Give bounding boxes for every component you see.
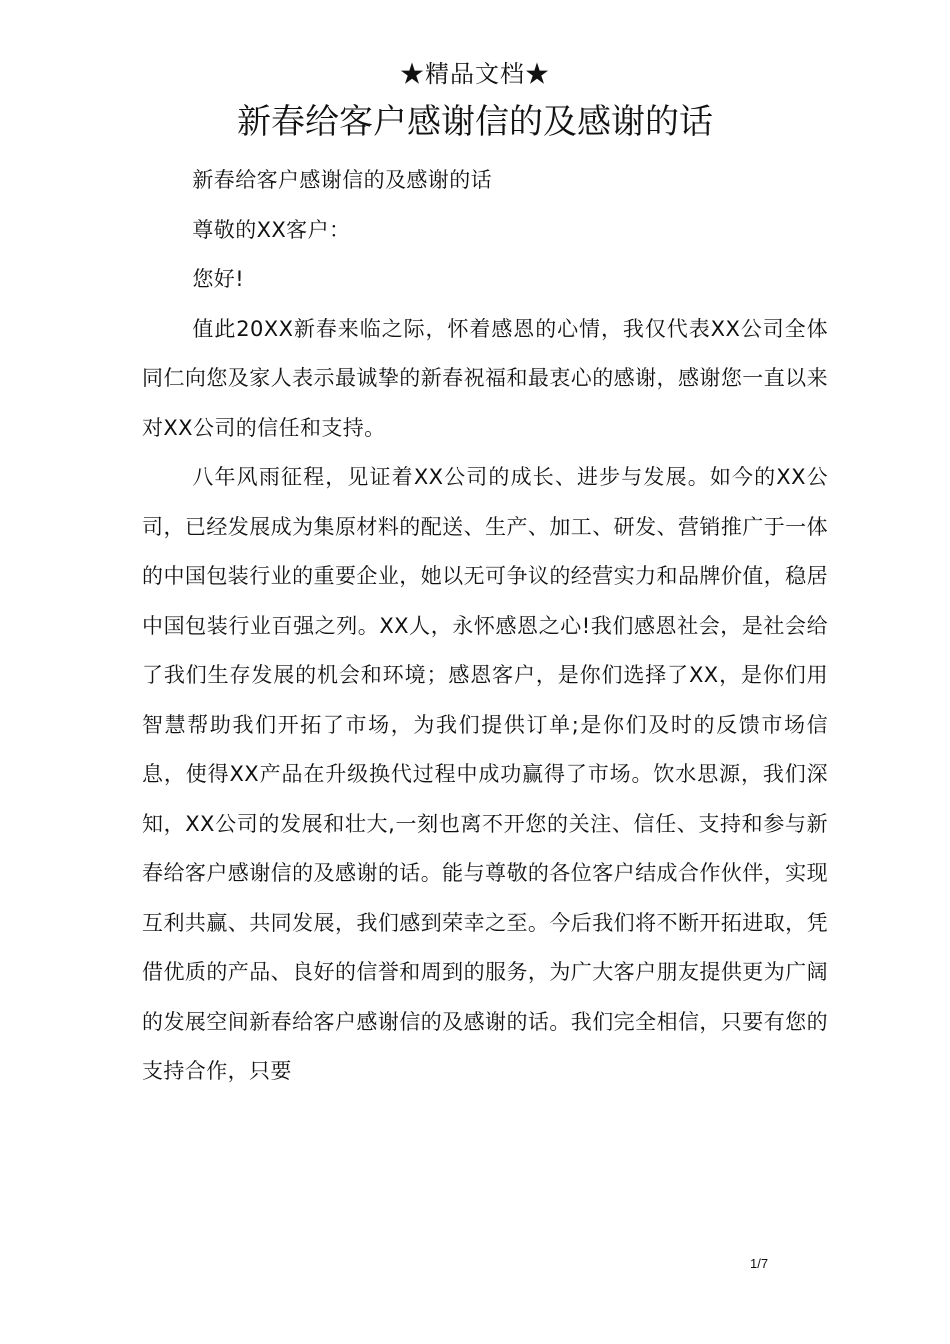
document-title: 新春给客户感谢信的及感谢的话 <box>237 102 713 142</box>
body-paragraph-main: 八年风雨征程，见证着XX公司的成长、进步与发展。如今的XX公司，已经发展成为集原材料的配送、生产、加工、研发、营销推广于一体的中国包装行业的重要企业，她以无可争议的经营实力和品牌价值，稳居中国包装行业百强之列。XX人，永怀感恩之心!我们感恩社会，是社会给了我们生存发展的机会和环境；感恩客户，是你们选择了XX，是你们用智慧帮助我们开拓了市场，为我们提供订单;是你们及时的反馈市场信息，使得XX产品在升级换代过程中成功赢得了市场。饮水思源，我们深知，XX公司的发展和壮大,一刻也离不开您的关注、信任、支持和参与新春给客户感谢信的及感谢的话。能与尊敬的各位客户结成合作伙伴，实现互利共赢、共同发展，我们感到荣幸之至。今后我们将不断开拓进取，凭借优质的产品、良好的信誉和周到的服务，为广大客户朋友提供更为广阔的发展空间新春给客户感谢信的及感谢的话。我们完全相信，只要有您的支持合作，只要 <box>142 465 828 1083</box>
body-paragraph-greeting: 您好! <box>192 267 245 291</box>
document-header-banner: ★精品文档★ <box>400 60 550 88</box>
body-paragraph-salutation: 尊敬的XX客户： <box>192 217 351 242</box>
body-paragraph-subtitle: 新春给客户感谢信的及感谢的话 <box>192 168 492 192</box>
document-body <box>142 156 828 1097</box>
page-number: 1/7 <box>750 1256 769 1271</box>
body-paragraph-intro: 值此20XX新春来临之际，怀着感恩的心情，我仅代表XX公司全体同仁向您及家人表示最诚挚的新春祝福和最衷心的感谢，感谢您一直以来对XX公司的信任和支持。 <box>142 316 828 440</box>
